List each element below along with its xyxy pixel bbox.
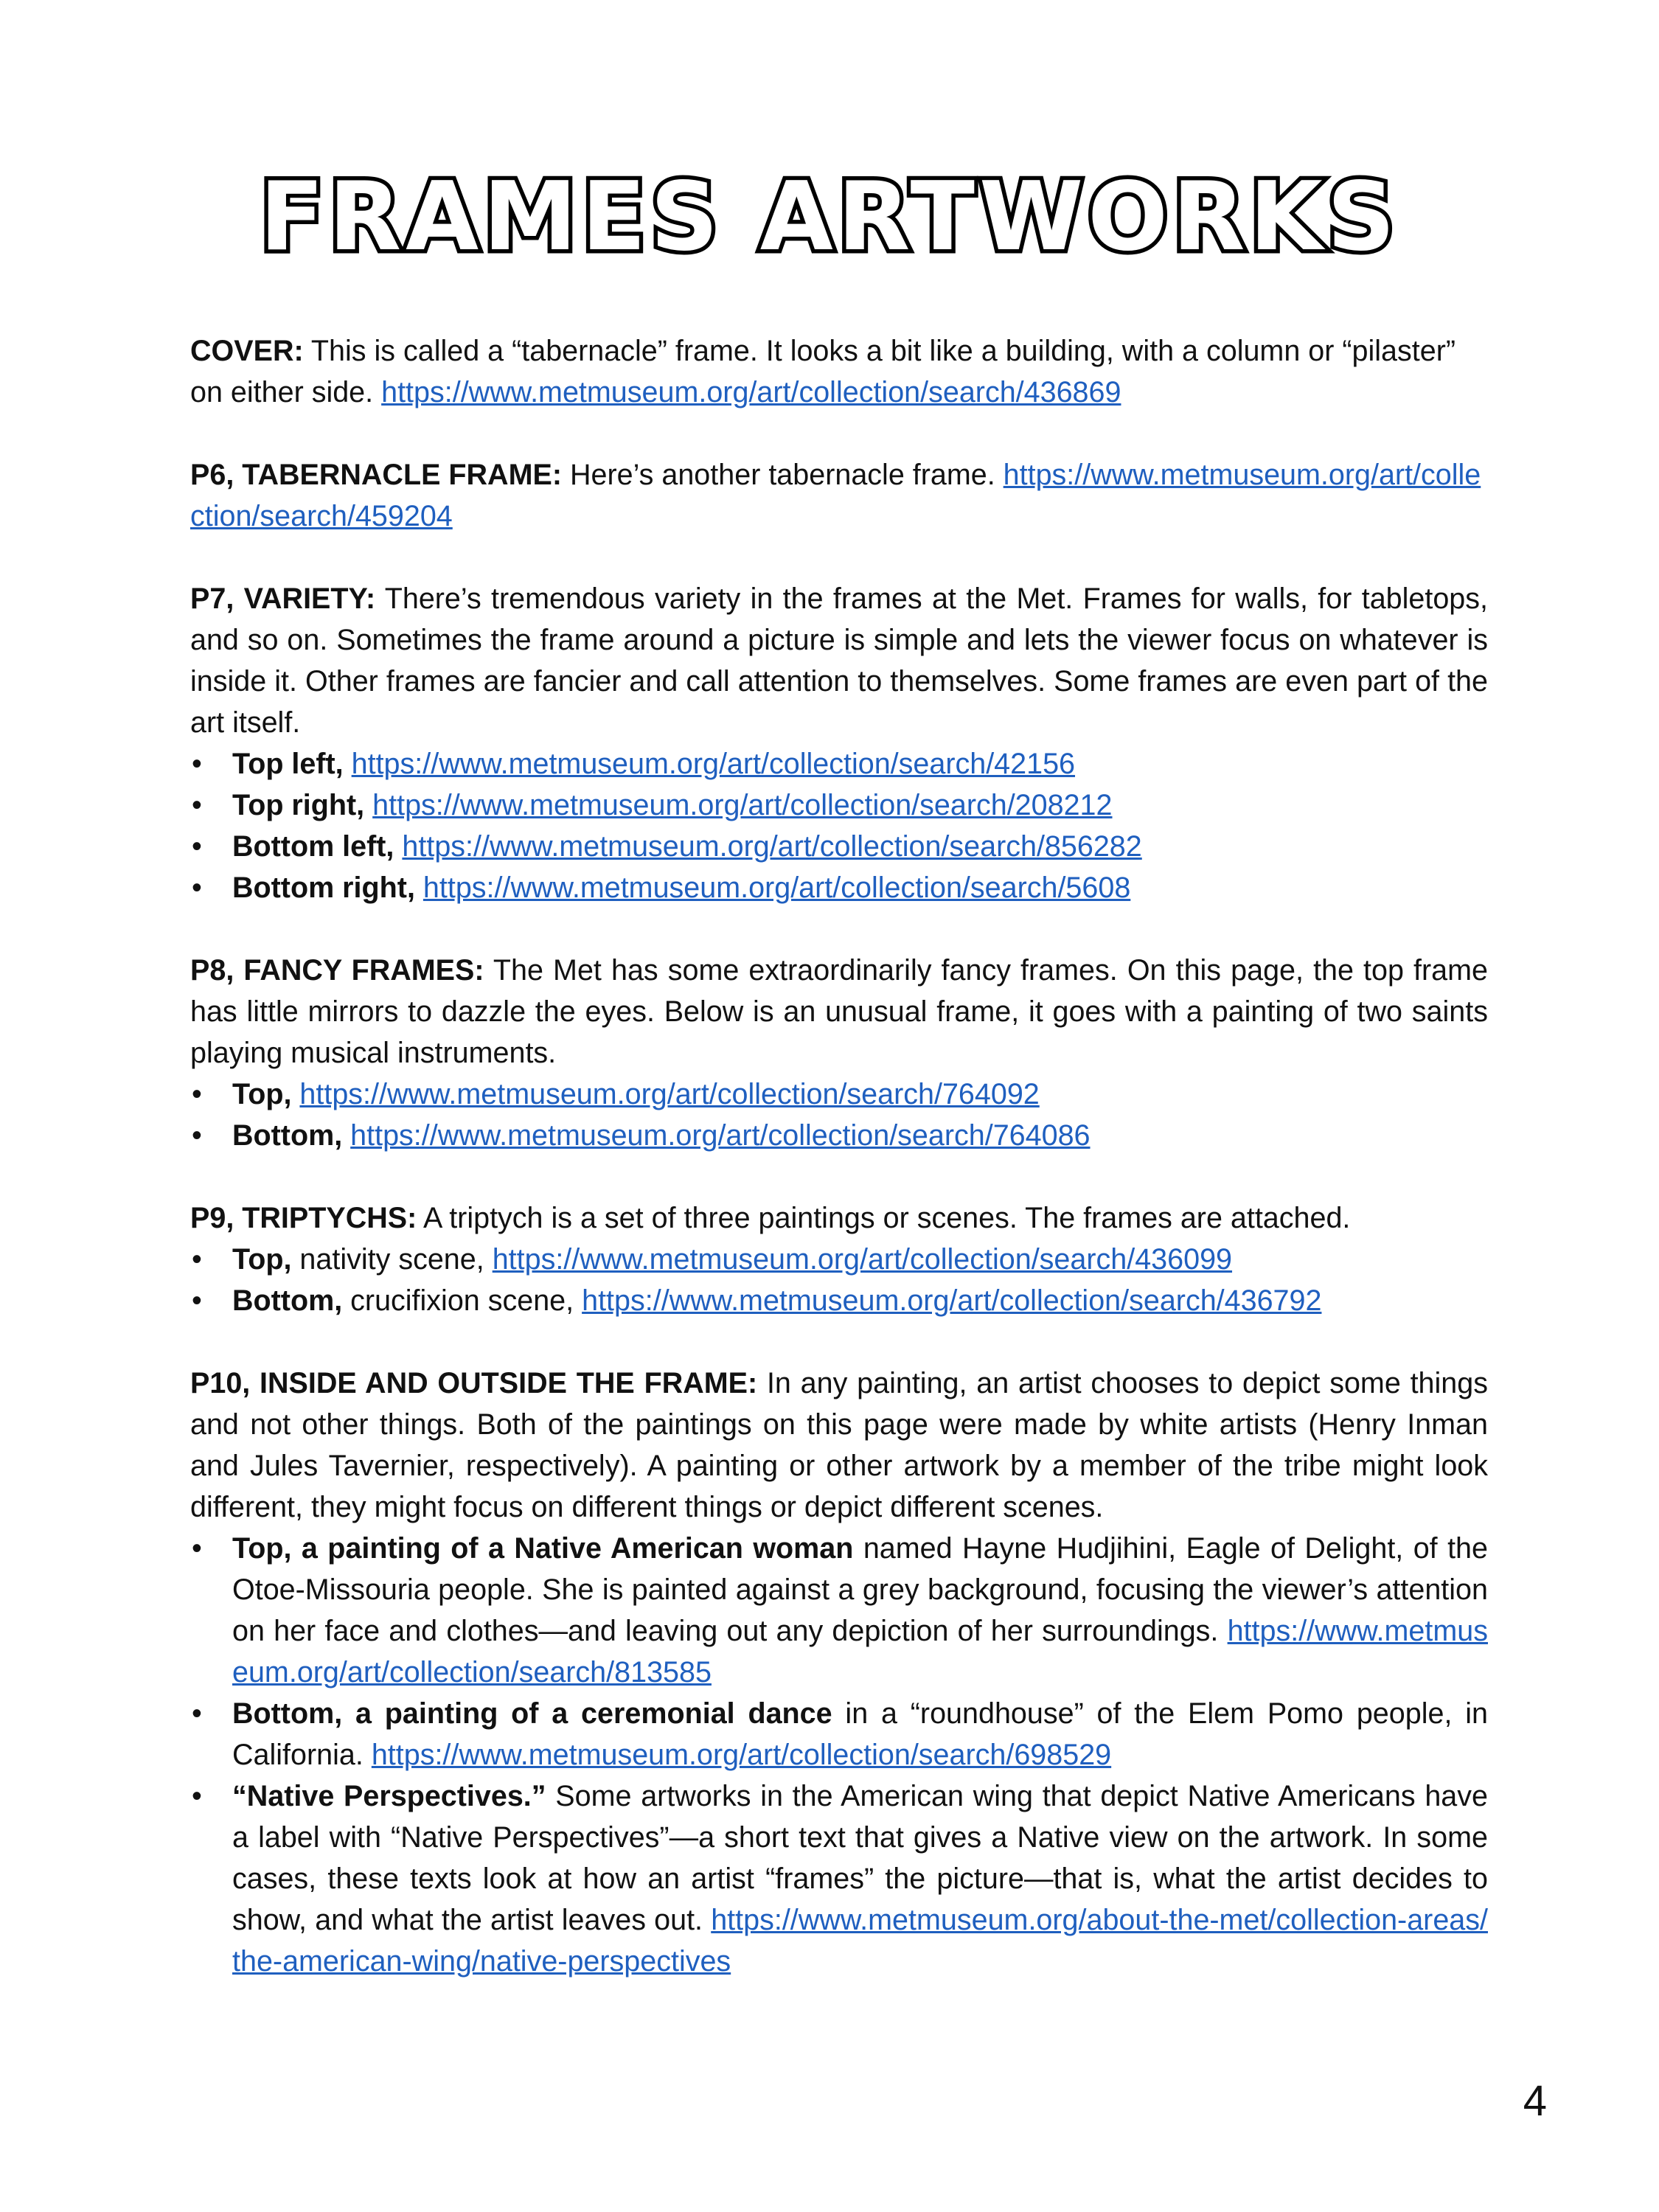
cover-label: COVER: — [190, 335, 304, 367]
p6-text: Here’s another tabernacle frame. — [562, 459, 1004, 491]
cover-link[interactable]: https://www.metmuseum.org/art/collection/search/436869 — [381, 376, 1121, 408]
list-item — [190, 743, 1488, 785]
bullet-link[interactable]: https://www.metmuseum.org/art/collection/search/698529 — [371, 1739, 1112, 1771]
p7-text: There’s tremendous variety in the frames at the Met. Frames for walls, for tabletops, and so on. Sometimes the frame around a picture is simple and lets the viewer focus on whatever is inside it. Other frames are fancier and call attention to themselves. Some frames are even part of the art itself. — [190, 582, 1489, 739]
bullet-label: Bottom right, — [232, 872, 415, 904]
bullet-link[interactable]: https://www.metmuseum.org/art/collection/search/436792 — [582, 1284, 1322, 1317]
p8-list — [190, 1074, 1488, 1156]
p6-label: P6, TABERNACLE FRAME: — [190, 459, 562, 491]
p9-paragraph — [190, 1197, 1488, 1239]
p9-label: P9, TRIPTYCHS: — [190, 1202, 417, 1234]
bullet-text: Some artworks in the American wing that depict Native Americans have a label with “Native Perspectives”—a short text that gives a Native view on the artwork. In some cases, these texts look at how an artist “frames” the picture—that is, what the artist decides to show, and what the artist leaves out. — [232, 1780, 1488, 1936]
p8-text: The Met has some extraordinarily fancy frames. On this page, the top frame has little mirrors to dazzle the eyes. Below is an unusual frame, it goes with a painting of two saints playing musical instruments. — [190, 954, 1489, 1069]
cover-text: This is called a “tabernacle” frame. It looks a bit like a building, with a column or “pilaster” on either side. — [190, 335, 1456, 408]
p10-text: In any painting, an artist chooses to depict some things and not other things. Both of the paintings on this page were made by white artists (Henry Inman and Jules Tavernier, respectively). A painting or other artwork by a member of the tribe might look different, they might focus on different things or depict different scenes. — [190, 1367, 1488, 1523]
bullet-label: Top, a painting of a Native American woman — [232, 1532, 854, 1565]
list-item — [190, 1239, 1488, 1280]
bullet-label: Top, — [232, 1243, 292, 1276]
list-item — [190, 785, 1488, 826]
bullet-link[interactable]: https://www.metmuseum.org/art/collection/search/208212 — [372, 789, 1113, 821]
p8-paragraph — [190, 950, 1488, 1074]
bullet-label: Bottom, a painting of a ceremonial dance — [232, 1697, 832, 1730]
list-item — [190, 1775, 1488, 1982]
p10-label: P10, INSIDE AND OUTSIDE THE FRAME: — [190, 1367, 758, 1399]
p7-label: P7, VARIETY: — [190, 582, 376, 615]
document-body — [190, 330, 1488, 1982]
bullet-link[interactable]: https://www.metmuseum.org/art/collection/search/5608 — [422, 872, 1131, 904]
list-item — [190, 1280, 1488, 1321]
bullet-label: Top right, — [232, 789, 365, 821]
list-item — [190, 1528, 1488, 1693]
p9-list — [190, 1239, 1488, 1321]
bullet-link[interactable]: https://www.metmuseum.org/art/collection/search/764086 — [350, 1119, 1091, 1152]
p10-list — [190, 1528, 1488, 1982]
bullet-label: Bottom, — [232, 1119, 343, 1152]
bullet-link[interactable]: https://www.metmuseum.org/about-the-met/collection-areas/the-american-wing/native-perspectives — [232, 1904, 1488, 1978]
p6-paragraph — [190, 454, 1488, 537]
list-item — [190, 826, 1488, 867]
list-item — [190, 1074, 1488, 1115]
p6-link[interactable]: https://www.metmuseum.org/art/collection/search/459204 — [190, 459, 1481, 532]
list-item — [190, 1693, 1488, 1775]
bullet-label: Top left, — [232, 748, 344, 780]
bullet-text: in a “roundhouse” of the Elem Pomo people, in California. — [232, 1697, 1488, 1771]
page-number: 4 — [1523, 2077, 1547, 2125]
p9-text: A triptych is a set of three paintings or scenes. The frames are attached. — [417, 1202, 1351, 1234]
bullet-text: crucifixion scene, — [342, 1284, 582, 1317]
bullet-link[interactable]: https://www.metmuseum.org/art/collection/search/764092 — [299, 1078, 1040, 1110]
list-item — [190, 1115, 1488, 1156]
p7-paragraph — [190, 578, 1488, 743]
bullet-label: Bottom, — [232, 1284, 343, 1317]
bullet-link[interactable]: https://www.metmuseum.org/art/collection/search/856282 — [402, 830, 1142, 863]
bullet-link[interactable]: https://www.metmuseum.org/art/collection/search/42156 — [351, 748, 1076, 780]
bullet-label: Bottom left, — [232, 830, 394, 863]
bullet-text: named Hayne Hudjihini, Eagle of Delight, of the Otoe-Missouria people. She is painted against a grey background, focusing the viewer’s attention on her face and clothes—and leaving out any depiction of her surroundings. — [232, 1532, 1488, 1647]
p7-list — [190, 743, 1488, 908]
bullet-label: “Native Perspectives.” — [232, 1780, 546, 1812]
cover-paragraph — [190, 330, 1488, 413]
p8-label: P8, FANCY FRAMES: — [190, 954, 484, 987]
bullet-link[interactable]: https://www.metmuseum.org/art/collection/search/436099 — [492, 1243, 1233, 1276]
bullet-label: Top, — [232, 1078, 292, 1110]
bullet-link[interactable]: https://www.metmuseum.org/art/collection/search/813585 — [232, 1615, 1488, 1688]
list-item — [190, 867, 1488, 908]
bullet-text: nativity scene, — [291, 1243, 493, 1276]
page-title: FRAMES ARTWORKS — [260, 162, 1399, 272]
p10-paragraph — [190, 1363, 1488, 1528]
